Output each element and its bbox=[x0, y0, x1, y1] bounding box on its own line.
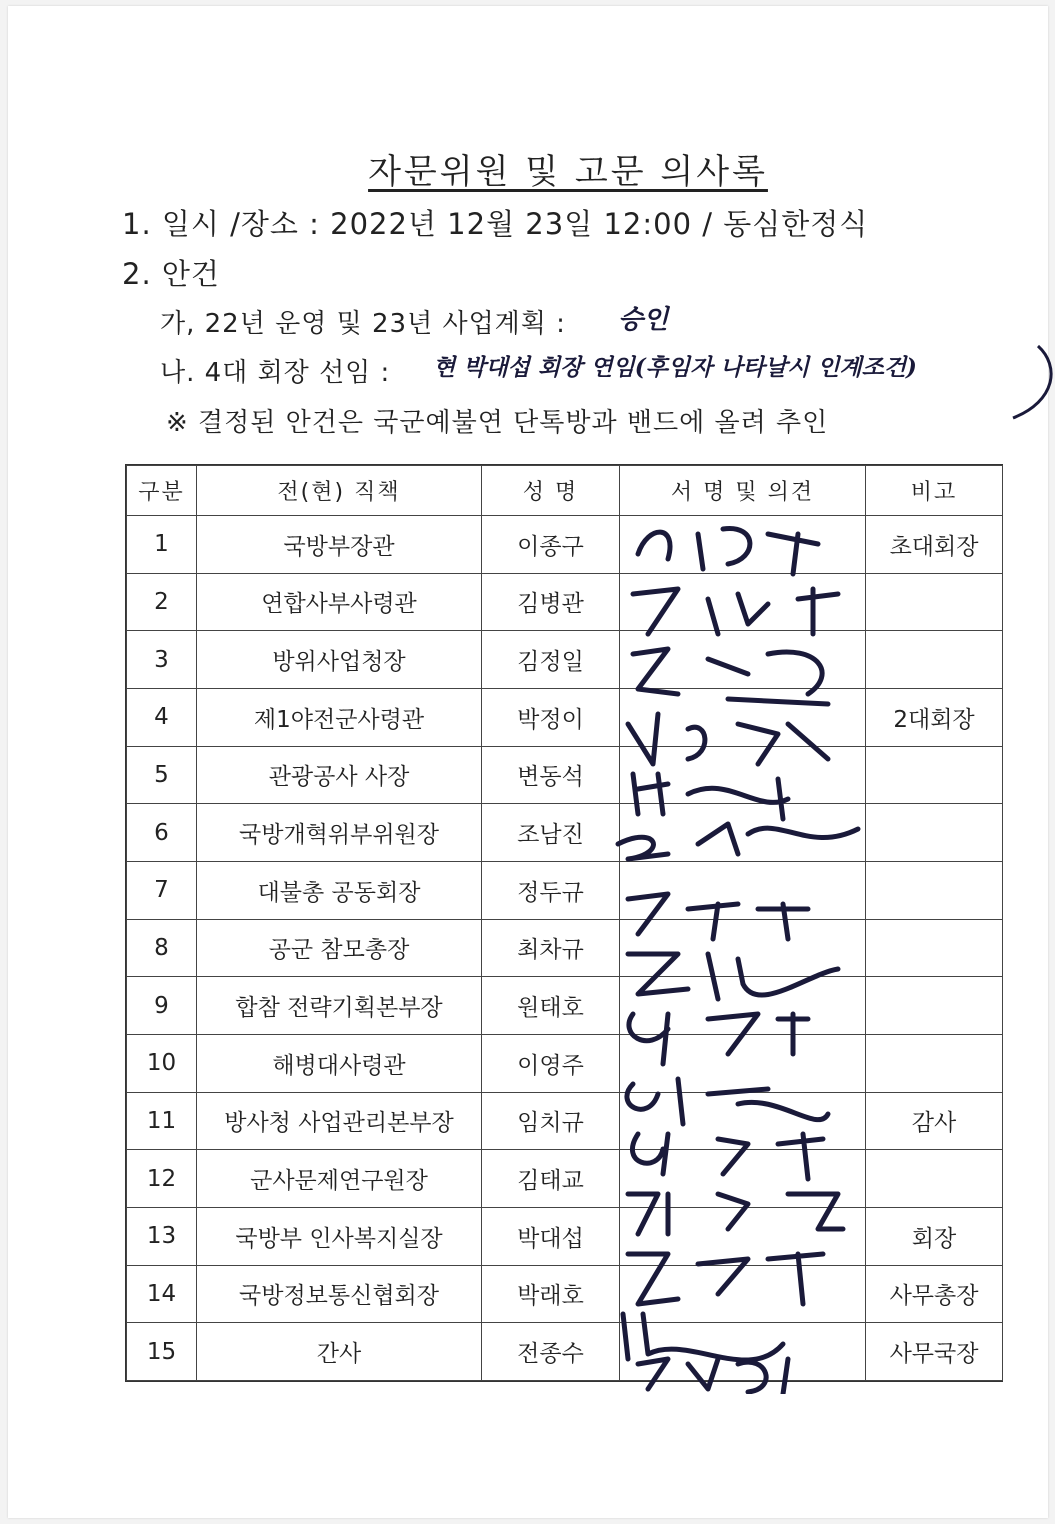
row-number: 13 bbox=[127, 1207, 197, 1265]
row-number: 8 bbox=[127, 919, 197, 977]
table-row bbox=[127, 516, 1003, 574]
row-number: 6 bbox=[127, 804, 197, 862]
row-name: 정두규 bbox=[482, 861, 620, 919]
row-signature bbox=[620, 1092, 866, 1150]
row-signature bbox=[620, 977, 866, 1035]
table-row bbox=[127, 573, 1003, 631]
row-position: 해병대사령관 bbox=[197, 1034, 482, 1092]
row-remarks bbox=[866, 977, 1003, 1035]
row-signature bbox=[620, 746, 866, 804]
row-position: 대불총 공동회장 bbox=[197, 861, 482, 919]
table-row bbox=[127, 1323, 1003, 1381]
row-name: 임치규 bbox=[482, 1092, 620, 1150]
table-row bbox=[127, 688, 1003, 746]
row-position: 국방부장관 bbox=[197, 516, 482, 574]
row-signature bbox=[620, 573, 866, 631]
row-remarks: 사무국장 bbox=[866, 1323, 1003, 1381]
row-name: 이영주 bbox=[482, 1034, 620, 1092]
row-remarks bbox=[866, 804, 1003, 862]
handwritten-approval: 승인 bbox=[618, 305, 669, 335]
row-remarks: 사무총장 bbox=[866, 1265, 1003, 1323]
row-signature bbox=[620, 1265, 866, 1323]
row-name: 이종구 bbox=[482, 516, 620, 574]
header-position: 전(현) 직책 bbox=[197, 466, 482, 516]
table-header-row bbox=[127, 466, 1003, 516]
table-row bbox=[127, 919, 1003, 977]
row-number: 5 bbox=[127, 746, 197, 804]
header-remarks: 비고 bbox=[866, 466, 1003, 516]
row-position: 제1야전군사령관 bbox=[197, 688, 482, 746]
row-number: 9 bbox=[127, 977, 197, 1035]
row-signature bbox=[620, 516, 866, 574]
row-position: 국방부 인사복지실장 bbox=[197, 1207, 482, 1265]
header-no: 구분 bbox=[127, 466, 197, 516]
row-remarks bbox=[866, 919, 1003, 977]
row-number: 3 bbox=[127, 631, 197, 689]
row-signature bbox=[620, 1150, 866, 1208]
row-number: 11 bbox=[127, 1092, 197, 1150]
row-remarks: 회장 bbox=[866, 1207, 1003, 1265]
row-remarks bbox=[866, 746, 1003, 804]
row-position: 합참 전략기획본부장 bbox=[197, 977, 482, 1035]
document-title: 자문위원 및 고문 의사록 bbox=[368, 152, 768, 192]
row-remarks bbox=[866, 1150, 1003, 1208]
row-number: 15 bbox=[127, 1323, 197, 1381]
row-name: 조남진 bbox=[482, 804, 620, 862]
row-name: 김병관 bbox=[482, 573, 620, 631]
agenda-heading: 2. 안건 bbox=[122, 257, 220, 291]
row-remarks bbox=[866, 631, 1003, 689]
row-remarks: 초대회장 bbox=[866, 516, 1003, 574]
handwritten-chairman-note: 현 박대섭 회장 연임(후임자 나타날시 인계조건) bbox=[433, 354, 917, 381]
row-remarks bbox=[866, 861, 1003, 919]
row-name: 원태호 bbox=[482, 977, 620, 1035]
row-position: 공군 참모총장 bbox=[197, 919, 482, 977]
row-signature bbox=[620, 631, 866, 689]
row-number: 12 bbox=[127, 1150, 197, 1208]
row-remarks: 2대회장 bbox=[866, 688, 1003, 746]
row-signature bbox=[620, 688, 866, 746]
row-position: 국방개혁위부위원장 bbox=[197, 804, 482, 862]
row-remarks bbox=[866, 1034, 1003, 1092]
table-row bbox=[127, 1150, 1003, 1208]
row-number: 10 bbox=[127, 1034, 197, 1092]
row-name: 박대섭 bbox=[482, 1207, 620, 1265]
row-name: 김정일 bbox=[482, 631, 620, 689]
row-number: 4 bbox=[127, 688, 197, 746]
row-remarks: 감사 bbox=[866, 1092, 1003, 1150]
row-position: 군사문제연구원장 bbox=[197, 1150, 482, 1208]
agenda-item-na: 나. 4대 회장 선임 : bbox=[160, 358, 391, 388]
agenda-item-ga: 가, 22년 운영 및 23년 사업계획 : bbox=[160, 309, 566, 339]
header-signature: 서 명 및 의견 bbox=[620, 466, 866, 516]
row-name: 전종수 bbox=[482, 1323, 620, 1381]
row-name: 최차규 bbox=[482, 919, 620, 977]
row-signature bbox=[620, 919, 866, 977]
table-row bbox=[127, 746, 1003, 804]
row-position: 관광공사 사장 bbox=[197, 746, 482, 804]
row-name: 박래호 bbox=[482, 1265, 620, 1323]
row-signature bbox=[620, 1323, 866, 1381]
row-number: 14 bbox=[127, 1265, 197, 1323]
date-location-line: 1. 일시 /장소 : 2022년 12월 23일 12:00 / 동심한정식 bbox=[122, 207, 869, 241]
row-signature bbox=[620, 861, 866, 919]
row-number: 1 bbox=[127, 516, 197, 574]
table-row bbox=[127, 861, 1003, 919]
table-row bbox=[127, 1092, 1003, 1150]
row-position: 간사 bbox=[197, 1323, 482, 1381]
table-row bbox=[127, 1265, 1003, 1323]
row-remarks bbox=[866, 573, 1003, 631]
table-row bbox=[127, 977, 1003, 1035]
row-number: 7 bbox=[127, 861, 197, 919]
row-signature bbox=[620, 1207, 866, 1265]
row-position: 연합사부사령관 bbox=[197, 573, 482, 631]
row-name: 박정이 bbox=[482, 688, 620, 746]
row-position: 방위사업청장 bbox=[197, 631, 482, 689]
signature-table bbox=[125, 464, 1003, 1382]
row-signature bbox=[620, 1034, 866, 1092]
table-row bbox=[127, 804, 1003, 862]
row-name: 변동석 bbox=[482, 746, 620, 804]
row-signature bbox=[620, 804, 866, 862]
handwritten-bracket-mark bbox=[8, 6, 1055, 466]
row-name: 김태교 bbox=[482, 1150, 620, 1208]
table-row bbox=[127, 1207, 1003, 1265]
header-name: 성 명 bbox=[482, 466, 620, 516]
table-row bbox=[127, 631, 1003, 689]
row-position: 국방정보통신협회장 bbox=[197, 1265, 482, 1323]
row-number: 2 bbox=[127, 573, 197, 631]
table-row bbox=[127, 1034, 1003, 1092]
document-page bbox=[8, 6, 1048, 1518]
row-position: 방사청 사업관리본부장 bbox=[197, 1092, 482, 1150]
decision-note: ※ 결정된 안건은 국군예불연 단톡방과 밴드에 올려 추인 bbox=[166, 408, 829, 438]
